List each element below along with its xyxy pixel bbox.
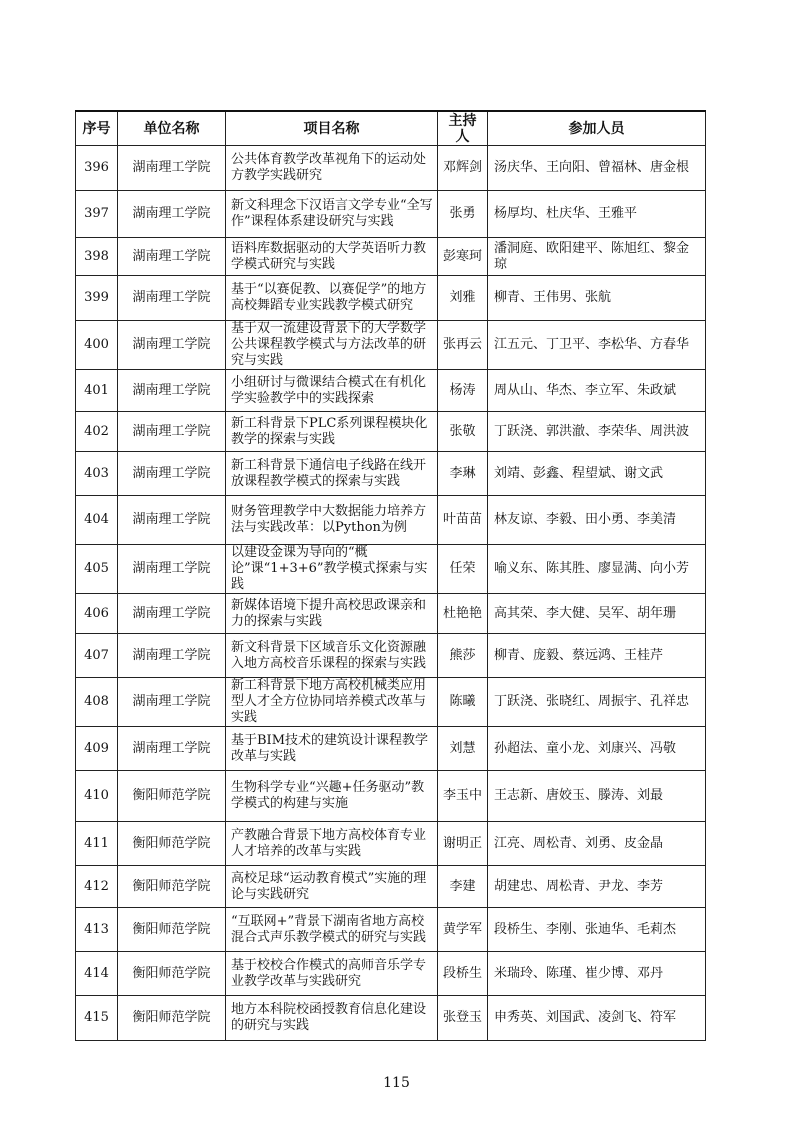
unit-name: 湖南理工学院 <box>118 727 226 771</box>
row-number: 407 <box>76 634 118 678</box>
unit-name: 衡阳师范学院 <box>118 771 226 822</box>
project-name: 语料库数据驱动的大学英语听力教学模式研究与实践 <box>226 238 438 276</box>
host-name: 叶苗苗 <box>438 496 488 545</box>
members: 王志新、唐姣玉、滕涛、刘最 <box>488 771 706 822</box>
table-row <box>76 996 706 1041</box>
host-name: 李琳 <box>438 452 488 496</box>
table-row <box>76 146 706 191</box>
project-name: 公共体育教学改革视角下的运动处方教学实践研究 <box>226 146 438 191</box>
table-row <box>76 678 706 727</box>
unit-name: 湖南理工学院 <box>118 452 226 496</box>
project-name: 产教融合背景下地方高校体育专业人才培养的改革与实践 <box>226 822 438 866</box>
row-number: 400 <box>76 321 118 370</box>
members: 江五元、丁卫平、李松华、方春华 <box>488 321 706 370</box>
table-row <box>76 191 706 238</box>
project-table <box>75 110 706 1041</box>
members: 胡建忠、周松青、尹龙、李芳 <box>488 866 706 908</box>
members: 杨厚均、杜庆华、王雅平 <box>488 191 706 238</box>
host-name: 彭寒珂 <box>438 238 488 276</box>
project-name: “互联网+”背景下湖南省地方高校混合式声乐教学模式的研究与实践 <box>226 908 438 952</box>
unit-name: 湖南理工学院 <box>118 146 226 191</box>
host-name: 李建 <box>438 866 488 908</box>
members: 高其荣、李大健、吴军、胡年珊 <box>488 594 706 634</box>
row-number: 414 <box>76 952 118 996</box>
project-name: 新工科背景下通信电子线路在线开放课程教学模式的探索与实践 <box>226 452 438 496</box>
members: 潘洞庭、欧阳建平、陈旭红、黎金琼 <box>488 238 706 276</box>
host-name: 刘雅 <box>438 276 488 321</box>
host-name: 谢明正 <box>438 822 488 866</box>
project-name: 高校足球“运动教育模式”实施的理论与实践研究 <box>226 866 438 908</box>
host-name: 刘慧 <box>438 727 488 771</box>
host-name: 任荣 <box>438 545 488 594</box>
row-number: 402 <box>76 412 118 452</box>
table-row <box>76 908 706 952</box>
members: 申秀英、刘国武、凌剑飞、符军 <box>488 996 706 1041</box>
table-row <box>76 634 706 678</box>
host-name: 黄学军 <box>438 908 488 952</box>
row-number: 401 <box>76 370 118 412</box>
table-row <box>76 370 706 412</box>
unit-name: 湖南理工学院 <box>118 191 226 238</box>
project-name: 基于双一流建设背景下的大学数学公共课程教学模式与方法改革的研究与实践 <box>226 321 438 370</box>
row-number: 413 <box>76 908 118 952</box>
host-name: 张登玉 <box>438 996 488 1041</box>
project-name: 基于BIM技术的建筑设计课程教学改革与实践 <box>226 727 438 771</box>
row-number: 411 <box>76 822 118 866</box>
table-row <box>76 545 706 594</box>
project-name: 新工科背景下地方高校机械类应用型人才全方位协同培养模式改革与实践 <box>226 678 438 727</box>
unit-name: 湖南理工学院 <box>118 594 226 634</box>
unit-name: 湖南理工学院 <box>118 678 226 727</box>
host-name: 陈曦 <box>438 678 488 727</box>
table-row <box>76 496 706 545</box>
unit-name: 湖南理工学院 <box>118 276 226 321</box>
row-number: 406 <box>76 594 118 634</box>
unit-name: 湖南理工学院 <box>118 321 226 370</box>
members: 刘靖、彭鑫、程望斌、谢文武 <box>488 452 706 496</box>
unit-name: 衡阳师范学院 <box>118 908 226 952</box>
host-name: 李玉中 <box>438 771 488 822</box>
row-number: 408 <box>76 678 118 727</box>
row-number: 405 <box>76 545 118 594</box>
unit-name: 湖南理工学院 <box>118 370 226 412</box>
members: 汤庆华、王向阳、曾福林、唐金根 <box>488 146 706 191</box>
project-name: 新文科理念下汉语言文学专业“全写作”课程体系建设研究与实践 <box>226 191 438 238</box>
table-row <box>76 238 706 276</box>
header-row <box>76 111 706 146</box>
unit-name: 衡阳师范学院 <box>118 822 226 866</box>
header-project: 项目名称 <box>226 111 438 146</box>
unit-name: 湖南理工学院 <box>118 238 226 276</box>
header-no: 序号 <box>76 111 118 146</box>
host-name: 熊莎 <box>438 634 488 678</box>
unit-name: 湖南理工学院 <box>118 496 226 545</box>
table-row <box>76 866 706 908</box>
row-number: 404 <box>76 496 118 545</box>
table-row <box>76 822 706 866</box>
members: 柳青、庞毅、蔡远鸿、王桂芹 <box>488 634 706 678</box>
members: 孙超法、童小龙、刘康兴、冯敬 <box>488 727 706 771</box>
row-number: 396 <box>76 146 118 191</box>
unit-name: 衡阳师范学院 <box>118 952 226 996</box>
header-host: 主持人 <box>438 111 488 146</box>
table-row <box>76 321 706 370</box>
project-name: 新工科背景下PLC系列课程模块化教学的探索与实践 <box>226 412 438 452</box>
table-row <box>76 276 706 321</box>
host-name: 张敬 <box>438 412 488 452</box>
row-number: 403 <box>76 452 118 496</box>
project-name: 小组研讨与微课结合模式在有机化学实验教学中的实践探索 <box>226 370 438 412</box>
members: 喻义东、陈其胜、廖显满、向小芳 <box>488 545 706 594</box>
unit-name: 湖南理工学院 <box>118 634 226 678</box>
row-number: 399 <box>76 276 118 321</box>
header-unit: 单位名称 <box>118 111 226 146</box>
unit-name: 湖南理工学院 <box>118 545 226 594</box>
table-row <box>76 452 706 496</box>
host-name: 段桥生 <box>438 952 488 996</box>
members: 林友谅、李毅、田小勇、李美清 <box>488 496 706 545</box>
row-number: 410 <box>76 771 118 822</box>
members: 丁跃浇、郭洪澈、李荣华、周洪波 <box>488 412 706 452</box>
members: 周从山、华杰、李立军、朱政斌 <box>488 370 706 412</box>
host-name: 杜艳艳 <box>438 594 488 634</box>
members: 米瑞玲、陈瑾、崔少博、邓丹 <box>488 952 706 996</box>
host-name: 张勇 <box>438 191 488 238</box>
project-name: 基于校校合作模式的高师音乐学专业教学改革与实践研究 <box>226 952 438 996</box>
project-name: 新文科背景下区域音乐文化资源融入地方高校音乐课程的探索与实践 <box>226 634 438 678</box>
table-row <box>76 412 706 452</box>
project-name: 生物科学专业“兴趣+任务驱动”教学模式的构建与实施 <box>226 771 438 822</box>
host-name: 杨涛 <box>438 370 488 412</box>
project-name: 基于“以赛促教、以赛促学”的地方高校舞蹈专业实践教学模式研究 <box>226 276 438 321</box>
members: 段桥生、李刚、张迪华、毛莉杰 <box>488 908 706 952</box>
row-number: 412 <box>76 866 118 908</box>
unit-name: 衡阳师范学院 <box>118 866 226 908</box>
row-number: 397 <box>76 191 118 238</box>
table-row <box>76 771 706 822</box>
members: 江亮、周松青、刘勇、皮金晶 <box>488 822 706 866</box>
table-row <box>76 952 706 996</box>
project-name: 地方本科院校函授教育信息化建设的研究与实践 <box>226 996 438 1041</box>
table-row <box>76 594 706 634</box>
header-members: 参加人员 <box>488 111 706 146</box>
project-name: 新媒体语境下提升高校思政课亲和力的探索与实践 <box>226 594 438 634</box>
project-name: 财务管理教学中大数据能力培养方法与实践改革：以Python为例 <box>226 496 438 545</box>
project-name: 以建设金课为导向的“概论”课“1+3+6”教学模式探索与实践 <box>226 545 438 594</box>
table-row <box>76 727 706 771</box>
host-name: 张再云 <box>438 321 488 370</box>
row-number: 398 <box>76 238 118 276</box>
row-number: 409 <box>76 727 118 771</box>
unit-name: 衡阳师范学院 <box>118 996 226 1041</box>
page-number: 115 <box>383 1075 410 1091</box>
host-name: 邓辉剑 <box>438 146 488 191</box>
members: 丁跃浇、张晓红、周振宇、孔祥忠 <box>488 678 706 727</box>
row-number: 415 <box>76 996 118 1041</box>
unit-name: 湖南理工学院 <box>118 412 226 452</box>
members: 柳青、王伟男、张航 <box>488 276 706 321</box>
